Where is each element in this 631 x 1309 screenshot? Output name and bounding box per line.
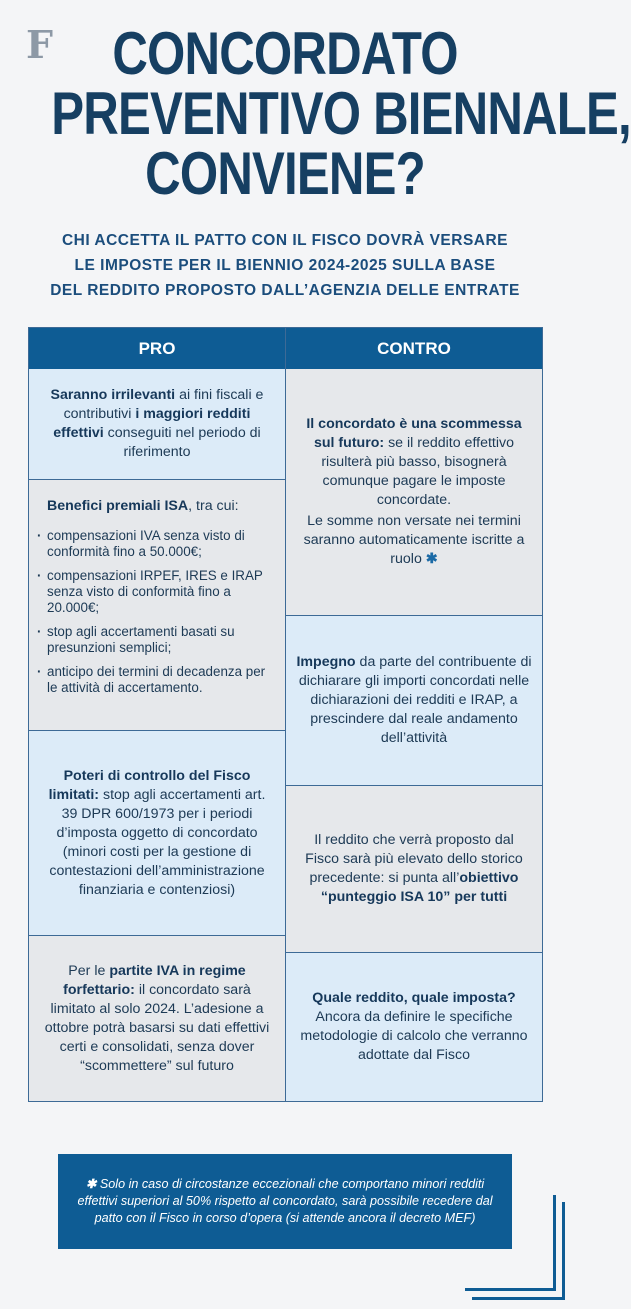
title-line-2: PREVENTIVO BIENNALE,: [51, 80, 631, 147]
pro-cell-4: [29, 936, 285, 1101]
page-title: [51, 20, 631, 207]
pro-cell-3: [29, 731, 285, 936]
contro-cell-1: [286, 369, 542, 616]
contro-2-text: da parte del contribuente di dichiarare gli importi concordati nelle dichiarazioni dei redditi e IRAP, a prescindere dal reale andamento dell’attività: [298, 654, 532, 746]
pro-3-bold: Poteri di controllo del Fisco limitati:: [48, 767, 251, 803]
contro-1-bold: Il concordato è una scommessa sul futuro:: [306, 416, 522, 451]
pro-1-bold-2: i maggiori redditi effettivi: [53, 406, 251, 441]
pro-cell-1: [29, 369, 285, 480]
pro-contro-table: [28, 327, 543, 1102]
pro-4-bold: partite IVA in regime forfettario:: [63, 962, 246, 998]
pro-1-text-2: conseguiti nel periodo di riferimento: [103, 425, 261, 460]
contro-1-text-1: se il reddito effettivo risulterà più basso, bisognerà comunque pagare le imposte concordate.: [321, 435, 514, 508]
subtitle-line-2: LE IMPOSTE PER IL BIENNIO 2024-2025 SULLA BASE: [74, 257, 496, 274]
list-item: · anticipo dei termini di decadenza per le attività di accertamento.: [35, 664, 275, 696]
pro-4-text-0: Per le: [68, 962, 110, 979]
subtitle-line-3: DEL REDDITO PROPOSTO DALL’AGENZIA DELLE ENTRATE: [50, 282, 520, 299]
footnote-box: [58, 1154, 512, 1249]
asterisk-icon: ✱: [85, 1177, 97, 1191]
pro-header: PRO: [29, 328, 285, 369]
list-item: · compensazioni IRPEF, IRES e IRAP senza visto di conformità fino a 20.000€;: [35, 568, 275, 616]
pro-cell-2: [29, 480, 285, 731]
pro-1-bold-1: Saranno irrilevanti: [50, 387, 176, 403]
footnote-text: Solo in caso di circostanze eccezionali che comportano minori redditi effettivi superiori al 50% rispetto al concordato, sarà possibile recedere dal patto con il Fisco in corso d’opera (si attende ancora il decreto MEF): [77, 1177, 493, 1225]
benefits-list: [35, 528, 275, 704]
title-line-1: CONCORDATO: [112, 20, 458, 87]
contro-header: CONTRO: [286, 328, 542, 369]
logo: F: [26, 22, 51, 67]
contro-cell-2: [286, 616, 542, 786]
pro-2-bold: Benefici premiali ISA: [47, 498, 189, 514]
subtitle: [20, 228, 550, 303]
contro-cell-4: [286, 953, 542, 1101]
list-item: · compensazioni IVA senza visto di conformità fino a 50.000€;: [35, 528, 275, 560]
title-line-3: CONVIENE?: [145, 140, 425, 207]
contro-3-bold: obiettivo “punteggio ISA 10” per tutti: [320, 870, 519, 905]
pro-1-text-1: ai fini fiscali e contributivi: [63, 387, 264, 422]
asterisk-icon: ✱: [425, 551, 438, 567]
subtitle-line-1: CHI ACCETTA IL PATTO CON IL FISCO DOVRÀ VERSARE: [61, 232, 509, 249]
pro-3-text: stop agli accertamenti art. 39 DPR 600/1973 per i periodi d’imposta oggetto di concordato (minori costi per la gestione di contestazioni dell’amministrazione finanziaria e contenziosi): [49, 786, 266, 898]
contro-1-text-2: Le somme non versate nei termini saranno automaticamente iscritte a ruolo: [303, 513, 525, 567]
pro-2-text: , tra cui:: [188, 498, 239, 514]
contro-4-text: Ancora da definire le specifiche metodologie di calcolo che verranno adottate dal Fisco: [300, 1009, 528, 1063]
pro-4-text-1: il concordato sarà limitato al solo 2024. L’adesione a ottobre potrà basarsi su dati effettivi certi e consolidati, senza dover “scommettere” sul futuro: [44, 981, 270, 1074]
contro-4-bold: Quale reddito, quale imposta?: [312, 990, 516, 1006]
list-item: · stop agli accertamenti basati su presunzioni semplici;: [35, 624, 275, 656]
contro-cell-3: [286, 786, 542, 953]
contro-3-text: Il reddito che verrà proposto dal Fisco sarà più elevato dello storico precedente: si punta all’: [305, 832, 523, 886]
contro-2-bold: Impegno: [296, 654, 356, 670]
